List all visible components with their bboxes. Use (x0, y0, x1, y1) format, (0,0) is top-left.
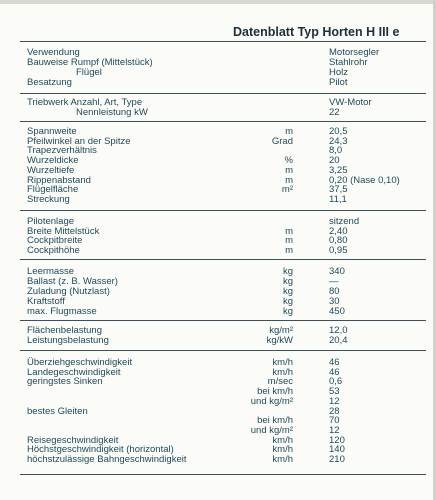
row-value: 2,40 (329, 225, 348, 237)
row-label: Kraftstoff (27, 296, 65, 307)
row-label: Wurzeltiefe (27, 164, 75, 176)
datasheet-row (0, 245, 436, 256)
row-unit: m (285, 174, 293, 186)
row-label: Höchstgeschwindigkeit (horizontal) (27, 444, 174, 456)
row-label: Leistungsbelastung (27, 334, 109, 346)
row-label: Trapezverhältnis (27, 145, 97, 157)
row-value: 46 (329, 357, 340, 368)
row-unit: km/h (272, 444, 293, 456)
row-value: 12 (329, 424, 340, 436)
row-label: Pilotenlage (27, 216, 75, 227)
row-value: Stahlrohr (329, 57, 368, 68)
section-divider (20, 121, 426, 122)
row-label: Pfeilwinkel an der Spitze (27, 135, 131, 147)
row-label: Rippenabstand (27, 174, 91, 186)
row-unit: m² (281, 184, 293, 196)
row-label: Ballast (z. B. Wasser) (27, 276, 118, 287)
row-value: 8,0 (329, 145, 343, 157)
row-value: 30 (329, 296, 340, 307)
row-value: Motorsegler (329, 47, 380, 58)
row-unit: km/h (272, 366, 293, 378)
section-divider (20, 474, 426, 475)
row-value: 0,6 (329, 376, 343, 388)
row-value: Pilot (329, 77, 348, 88)
row-unit: und kg/m² (250, 424, 293, 436)
row-value: 210 (329, 454, 345, 465)
row-unit: m (285, 235, 293, 247)
row-unit: kg/m² (269, 325, 293, 336)
section-divider (20, 41, 426, 42)
section-divider (20, 320, 426, 321)
row-unit: m (285, 245, 293, 257)
row-value: 46 (329, 366, 340, 378)
row-label: Nennleistung kW (76, 107, 148, 118)
row-label: Triebwerk Anzahl, Art, Type (27, 97, 143, 108)
row-value: VW-Motor (329, 97, 372, 108)
row-label: Breite Mittelstück (27, 225, 100, 237)
row-value: 20,4 (329, 334, 348, 346)
row-value: 0,95 (329, 245, 348, 257)
row-value: 22 (329, 107, 340, 118)
row-label: Streckung (27, 193, 70, 205)
row-label: Leermasse (27, 266, 74, 277)
row-unit: m/sec (267, 376, 293, 388)
row-value: 37,5 (329, 184, 348, 196)
page-top-edge (0, 0, 436, 4)
row-unit: bei km/h (257, 415, 293, 427)
row-unit: m (285, 225, 293, 237)
datasheet-row (0, 306, 436, 317)
row-value: sitzend (329, 216, 360, 227)
section-divider (20, 259, 426, 260)
row-label: Flächenbelastung (27, 325, 102, 336)
row-label: höchstzulässige Bahngeschwindigkeit (27, 454, 187, 465)
row-unit: bei km/h (257, 386, 293, 398)
row-label: Spannweite (27, 126, 77, 137)
row-unit: kg (282, 266, 293, 277)
row-value: 80 (329, 286, 340, 297)
row-value: 11,1 (329, 193, 347, 205)
section-divider (20, 350, 426, 351)
datasheet-row (0, 454, 436, 465)
row-label: Cockpitbreite (27, 235, 83, 247)
row-value: 70 (329, 415, 340, 427)
row-value: 0,20 (Nase 0,10) (329, 174, 400, 186)
row-unit: % (284, 155, 293, 167)
row-unit: m (285, 164, 293, 176)
row-unit: kg/kW (266, 334, 293, 346)
row-label: Bauweise Rumpf (Mittelstück) (27, 57, 153, 68)
row-value: 340 (329, 266, 345, 277)
row-label: Reisegeschwindigkeit (27, 434, 119, 446)
row-value: 28 (329, 405, 340, 417)
row-label: Flügelfläche (27, 184, 79, 196)
row-value: Holz (329, 67, 349, 78)
row-label: Wurzeldicke (27, 155, 79, 167)
section-divider (20, 210, 426, 211)
row-unit: kg (282, 276, 293, 287)
datasheet-row (0, 77, 436, 88)
row-unit: km/h (272, 357, 293, 368)
row-value: 140 (329, 444, 345, 456)
row-label: Besatzung (27, 77, 72, 88)
row-unit: Grad (271, 135, 293, 147)
row-unit: und kg/m² (250, 395, 293, 407)
row-label: geringstes Sinken (27, 376, 103, 388)
row-label: max. Flugmasse (27, 306, 97, 317)
row-label: Überziehgeschwindigkeit (27, 357, 133, 368)
row-label: Verwendung (27, 47, 80, 58)
row-unit: kg (282, 296, 293, 307)
row-value: 12,0 (329, 325, 348, 336)
row-value: 53 (329, 386, 340, 398)
row-label: Flügel (76, 67, 102, 78)
row-value: — (329, 276, 339, 287)
datasheet-row (0, 335, 436, 346)
row-value: 12 (329, 395, 340, 407)
document-title: Datenblatt Typ Horten H III e (233, 25, 400, 39)
row-label: Cockpithöhe (27, 245, 80, 257)
section-divider (20, 93, 426, 94)
row-label: Landegeschwindigkeit (27, 366, 121, 378)
row-value: 20 (329, 155, 340, 167)
row-value: 0,80 (329, 235, 348, 247)
row-value: 3,25 (329, 164, 348, 176)
datasheet-row (0, 107, 436, 118)
row-label: Zuladung (Nutzlast) (27, 286, 110, 297)
datasheet-row (0, 194, 436, 205)
row-unit: m (285, 126, 293, 137)
row-unit: kg (282, 286, 293, 297)
row-value: 20,5 (329, 126, 348, 137)
row-label: bestes Gleiten (27, 405, 88, 417)
row-unit: kg (282, 306, 293, 317)
row-value: 24,3 (329, 135, 348, 147)
row-value: 120 (329, 434, 345, 446)
row-unit: km/h (272, 434, 293, 446)
row-value: 450 (329, 306, 345, 317)
row-unit: km/h (272, 454, 293, 465)
